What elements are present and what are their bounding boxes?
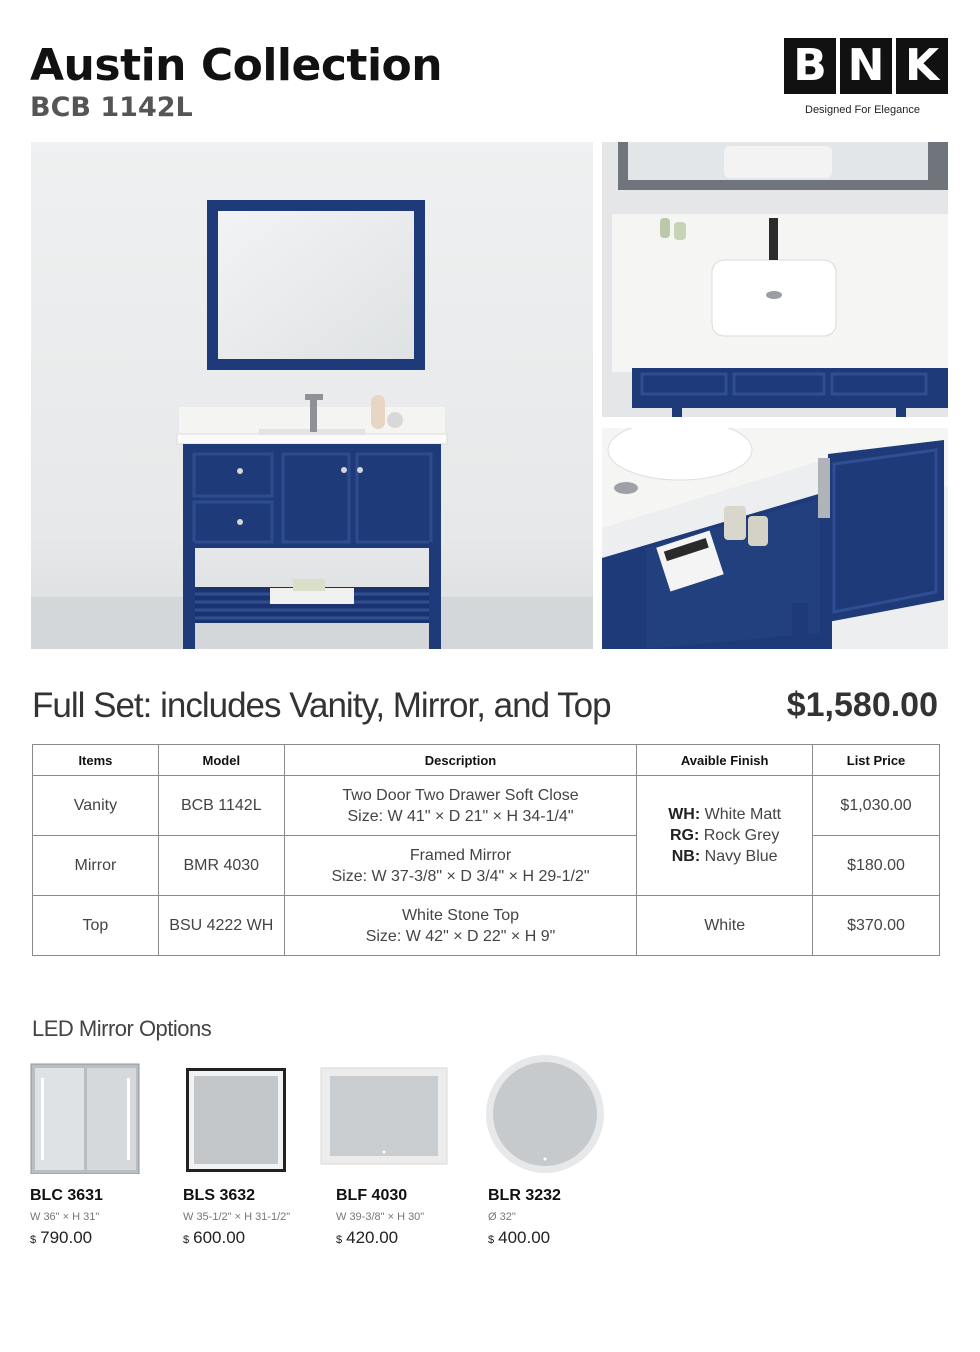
option-size: W 36" × H 31" <box>30 1211 100 1223</box>
currency-symbol: $ <box>336 1234 343 1246</box>
led-option-card[interactable] <box>183 1054 323 1247</box>
desc-size: Size: W 41" × D 21" × H 34-1/4" <box>347 807 574 825</box>
full-set-heading: Full Set: includes Vanity, Mirror, and Top <box>32 686 611 725</box>
table-row <box>33 896 940 956</box>
row-price: $370.00 <box>813 896 940 956</box>
model-subtitle: BCB 1142L <box>30 92 193 123</box>
row-model: BSU 4222 WH <box>158 896 284 956</box>
desc-size: Size: W 42" × D 22" × H 9" <box>365 927 556 945</box>
brand-logo <box>784 38 948 94</box>
option-price-value: 400.00 <box>498 1228 551 1247</box>
finish-code: RG: <box>669 827 700 844</box>
currency-symbol: $ <box>488 1234 495 1246</box>
logo-letter-k: K <box>896 38 948 94</box>
option-price-value: 600.00 <box>193 1228 246 1247</box>
countertop-detail-photo <box>602 142 948 417</box>
table-header-row <box>33 745 940 776</box>
led-option-card[interactable] <box>320 1054 460 1247</box>
row-item: Top <box>33 896 159 956</box>
currency-symbol: $ <box>30 1234 37 1246</box>
col-model: Model <box>158 745 284 776</box>
led-option-card[interactable] <box>484 1054 624 1247</box>
row-description <box>284 896 637 956</box>
led-black-frame-image <box>183 1054 303 1174</box>
option-price <box>183 1228 245 1248</box>
full-set-price: $1,580.00 <box>786 686 938 724</box>
col-list-price: List Price <box>813 745 940 776</box>
brand-tagline: Designed For Elegance <box>805 104 920 116</box>
col-items: Items <box>33 745 159 776</box>
row-price: $1,030.00 <box>813 776 940 836</box>
finish-name: Rock Grey <box>703 827 780 844</box>
row-description <box>284 776 637 836</box>
led-options-title: LED Mirror Options <box>32 1016 212 1041</box>
option-size: W 39-3/8" × H 30" <box>336 1211 425 1223</box>
finish-code: WH: <box>668 806 701 823</box>
desc-size: Size: W 37-3/8" × D 3/4" × H 29-1/2" <box>331 867 590 885</box>
finish-options <box>637 776 813 896</box>
option-price <box>488 1228 550 1248</box>
desc-line: Two Door Two Drawer Soft Close <box>342 786 579 804</box>
led-option-card[interactable] <box>30 1054 170 1247</box>
option-model: BLF 4030 <box>336 1187 408 1204</box>
row-model: BCB 1142L <box>158 776 284 836</box>
option-model: BLS 3632 <box>183 1187 256 1204</box>
option-price <box>336 1228 398 1248</box>
option-size: W 35-1/2" × H 31-1/2" <box>183 1211 291 1223</box>
option-price-value: 790.00 <box>40 1228 93 1247</box>
logo-letter-b: B <box>784 38 836 94</box>
open-cabinet-photo <box>602 428 948 649</box>
col-description: Description <box>284 745 637 776</box>
row-item: Mirror <box>33 836 159 896</box>
finish-name: White Matt <box>704 806 782 823</box>
option-price <box>30 1228 92 1248</box>
led-cabinet-image <box>30 1054 150 1174</box>
row-finish: White <box>637 896 813 956</box>
finish-name: Navy Blue <box>704 848 778 865</box>
desc-line: Framed Mirror <box>409 846 512 864</box>
led-round-image <box>484 1054 604 1174</box>
row-item: Vanity <box>33 776 159 836</box>
option-size: Ø 32" <box>488 1211 516 1223</box>
currency-symbol: $ <box>183 1234 190 1246</box>
option-model: BLC 3631 <box>30 1187 103 1204</box>
option-price-value: 420.00 <box>346 1228 399 1247</box>
spec-table <box>32 744 940 956</box>
option-model: BLR 3232 <box>488 1187 561 1204</box>
main-product-photo <box>31 142 593 649</box>
page-title: Austin Collection <box>30 40 443 91</box>
col-finish: Avaible Finish <box>637 745 813 776</box>
led-frosted-image <box>320 1054 450 1174</box>
logo-letter-n: N <box>840 38 892 94</box>
row-description <box>284 836 637 896</box>
desc-line: White Stone Top <box>401 906 520 924</box>
table-row <box>33 776 940 836</box>
finish-code: NB: <box>671 848 701 865</box>
row-model: BMR 4030 <box>158 836 284 896</box>
row-price: $180.00 <box>813 836 940 896</box>
